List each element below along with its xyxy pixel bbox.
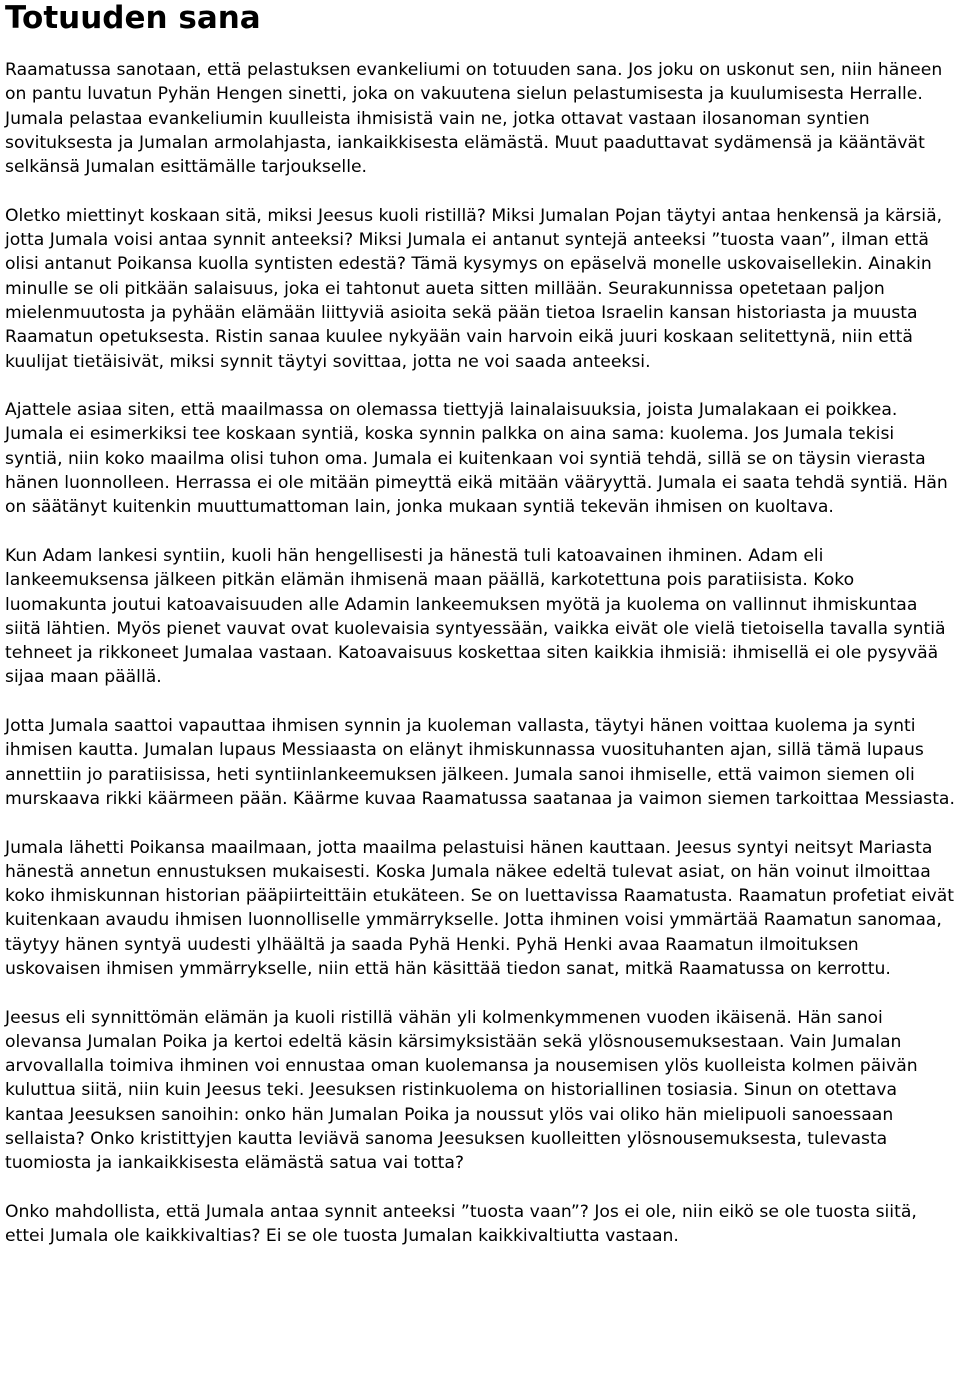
paragraph-6: Jumala lähetti Poikansa maailmaan, jotta maailma pelastuisi hänen kauttaan. Jeesus syntyi neitsyt Mariasta hänestä annetun ennustuksen mukaisesti. Koska Jumala näkee edeltä tulevat asiat, on hän voinut ilmoittaa koko ihmiskunnan historian pääpiirteittäin etukäteen. Se on luettavissa Raamatusta. Raamatun profetiat eivät kuitenkaan avaudu ihmisen luonnolliselle ymmärrykselle. Jotta ihminen voisi ymmärtää Raamatun sanomaa, täytyy hänen syntyä uudesti ylhäältä ja saada Pyhä Henki. Pyhä Henki avaa Raamatun ilmoituksen uskovaisen ihmisen ymmärrykselle, niin että hän käsittää tiedon sanat, mitkä Raamatussa on kerrottu. [5, 837, 955, 979]
document-page [5, 0, 957, 1273]
paragraph-4: Kun Adam lankesi syntiin, kuoli hän hengellisesti ja hänestä tuli katoavainen ihminen. Adam eli lankeemuksensa jälkeen pitkän elämän ihmisenä maan päällä, karkotettuna pois paratiisista. Koko luomakunta joutui katoavaisuuden alle Adamin lankeemuksen myötä ja kuolema on vallinnut ihmiskuntaa siitä lähtien. Myös pienet vauvat ovat kuolevaisia syntyessään, vaikka eivät ole vielä tietoisella tavalla syntiä tehneet ja rikkoneet Jumalaa vastaan. Katoavaisuus koskettaa siten kaikkia ihmisiä: ihmisellä ei ole pysyvää sijaa maan päällä. [5, 545, 946, 688]
paragraph-2: Oletko miettinyt koskaan sitä, miksi Jeesus kuoli ristillä? Miksi Jumalan Pojan täytyi antaa henkensä ja kärsiä, jotta Jumala voisi antaa synnit anteeksi? Miksi Jumala ei antanut syntejä anteeksi ”tuosta vaan”, ilman että olisi antanut Poikansa kuolla syntisten edestä? Tämä kysymys on epäselvä monelle uskovaisellekin. Ainakin minulle se oli pitkään salaisuus, joka ei tahtonut aueta sitten millään. Seurakunnissa opetetaan paljon mielenmuutosta ja pyhään elämään liittyviä asioita sekä pään tietoa Israelin kansan historiasta ja muusta Raamatun opetuksesta. Ristin sanaa kuulee nykyään vain harvoin eikä juuri koskaan selitettynä, niin että kuulijat tietäisivät, miksi synnit täytyi sovittaa, jotta ne voi saada anteeksi. [5, 205, 943, 372]
paragraph-3: Ajattele asiaa siten, että maailmassa on olemassa tiettyjä lainalaisuuksia, joista Jumalakaan ei poikkea. Jumala ei esimerkiksi tee koskaan syntiä, koska synnin palkka on aina sama: kuolema. Jos Jumala tekisi syntiä, niin koko maailma olisi tuhon oma. Jumala ei kuitenkaan voi syntiä tehdä, sillä se on täysin vierasta hänen luonnolleen. Herrassa ei ole mitään pimeyttä eikä mitään vääryyttä. Jumala ei saata tehdä syntiä. Hän on säätänyt kuitenkin muuttumattoman lain, jonka mukaan syntiä tekevän ihmisen on kuoltava. [5, 400, 948, 518]
paragraph-7: Jeesus eli synnittömän elämän ja kuoli ristillä vähän yli kolmenkymmenen vuoden ikäisenä. Hän sanoi olevansa Jumalan Poika ja kertoi edeltä käsin kärsimyksistään sekä ylösnousemuksestaan. Vain Jumalan arvovallalla toimiva ihminen voi ennustaa oman kuolemansa ja nousemisen ylös kuolleista kolmen päivän kuluttua siitä, niin kuin Jeesus teki. Jeesuksen ristinkuolema on historiallinen tosiasia. Sinun on otettava kantaa Jeesuksen sanoihin: onko hän Jumalan Poika ja noussut ylös vai oliko hän mielipuoli sanoessaan sellaista? Onko kristittyjen kautta leviävä sanoma Jeesuksen kuolleitten ylösnousemuksesta, tulevasta tuomiosta ja iankaikkisesta elämästä satua vai totta? [5, 1007, 918, 1174]
paragraph-8: Onko mahdollista, että Jumala antaa synnit anteeksi ”tuosta vaan”? Jos ei ole, niin eikö se ole tuosta siitä, ettei Jumala ole kaikkivaltias? Ei se ole tuosta Jumalan kaikkivaltiutta vastaan. [5, 1201, 917, 1247]
document-body [5, 58, 957, 1249]
document-title: Totuuden sana [5, 0, 261, 36]
paragraph-1: Raamatussa sanotaan, että pelastuksen evankeliumi on totuuden sana. Jos joku on uskonut sen, niin häneen on pantu luvatun Pyhän Hengen sinetti, joka on vakuutena sielun pelastumisesta ja kuulumisesta Herralle. Jumala pelastaa evankeliumin kuulleista ihmisistä vain ne, jotka ottavat vastaan ilosanoman syntien sovituksesta ja Jumalan armolahjasta, iankaikkisesta elämästä. Muut paaduttavat sydämensä ja kääntävät selkänsä Jumalan esittämälle tarjoukselle. [5, 60, 943, 178]
paragraph-5: Jotta Jumala saattoi vapauttaa ihmisen synnin ja kuoleman vallasta, täytyi hänen voittaa kuolema ja synti ihmisen kautta. Jumalan lupaus Messiaasta on elänyt ihmiskunnassa vuosituhanten ajan, sillä tämä lupaus annettiin jo paratiisissa, heti syntiinlankeemuksen jälkeen. Jumala sanoi ihmiselle, että vaimon siemen oli murskaava rikki käärmeen pään. Käärme kuvaa Raamatussa saatanaa ja vaimon siemen tarkoittaa Messiasta. [5, 716, 955, 809]
